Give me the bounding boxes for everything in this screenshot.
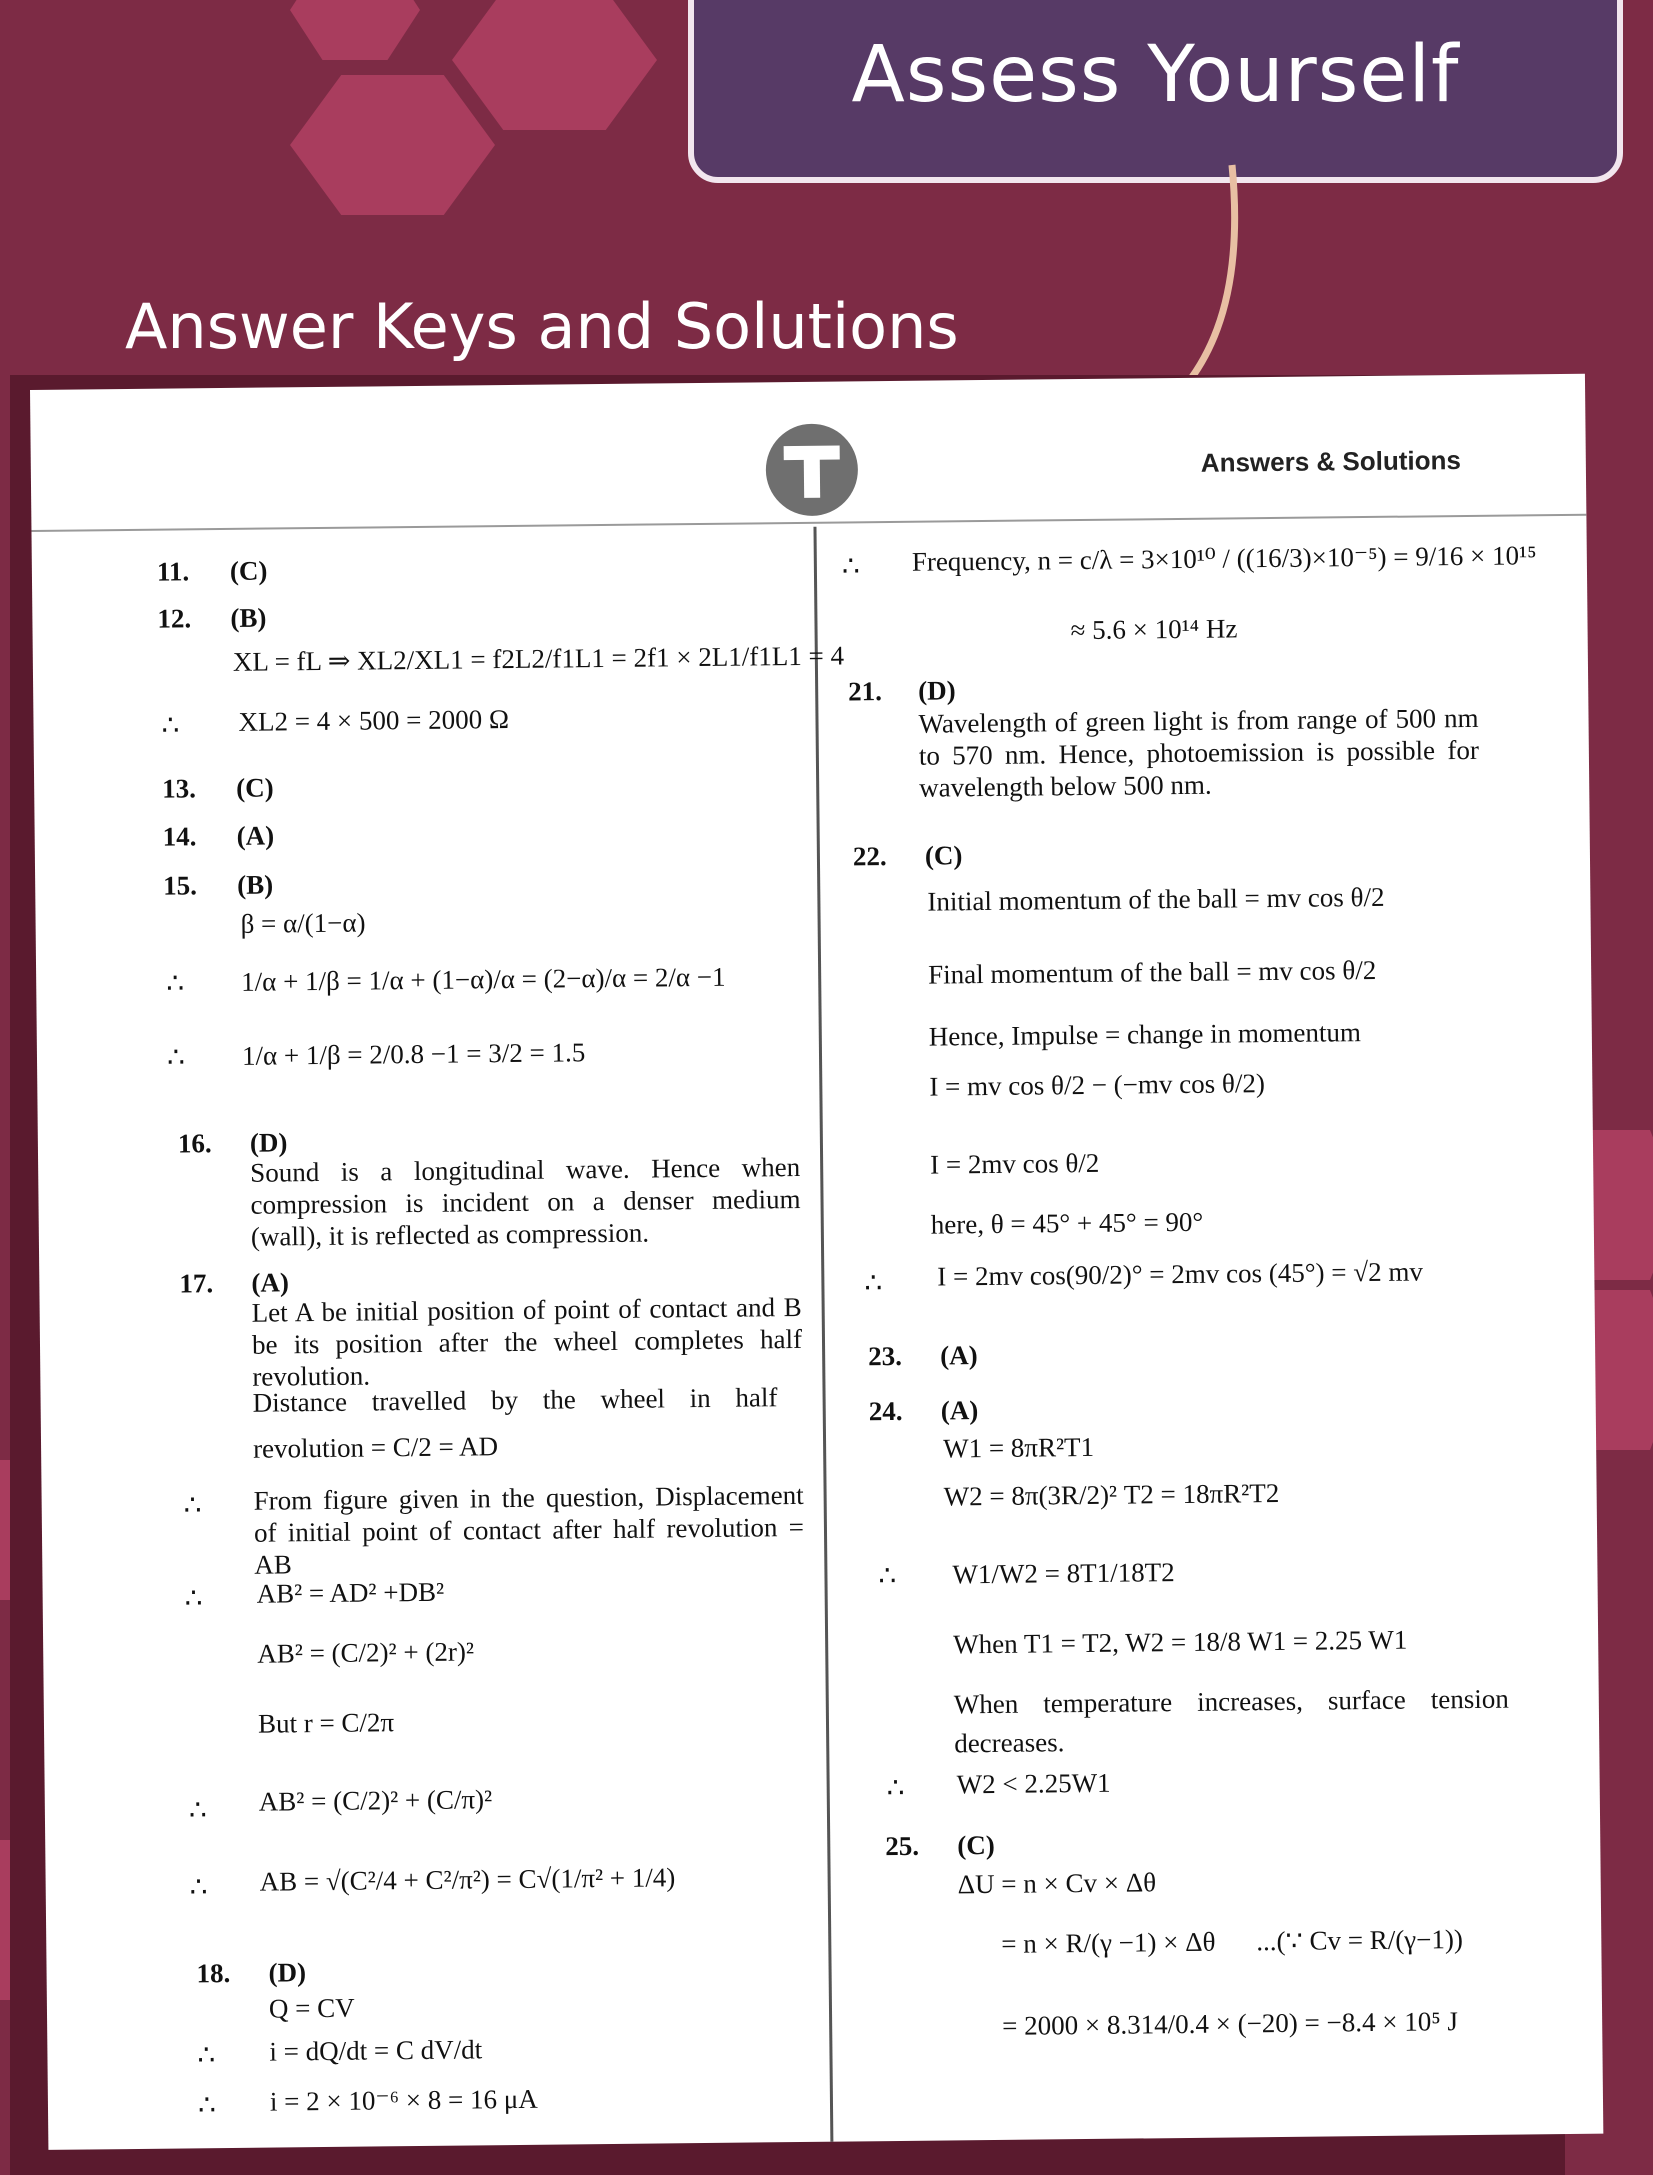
therefore-symbol: ∴: [166, 1042, 185, 1074]
header-label: Answers & Solutions: [1200, 445, 1462, 478]
question-number: 16.: [177, 1128, 212, 1159]
answer-option: (D): [249, 1127, 288, 1158]
therefore-symbol: ∴: [183, 1490, 202, 1522]
therefore-symbol: ∴: [878, 1560, 897, 1593]
therefore-symbol: ∴: [864, 1268, 883, 1300]
equation-line: AB² = (C/2)² + (C/π)²: [258, 1784, 493, 1817]
equation-line: 1/α + 1/β = 1/α + (1−α)/α = (2−α)/α = 2/α −1: [241, 961, 726, 997]
question-number: 15.: [163, 870, 198, 901]
column-divider: [813, 527, 833, 2150]
equation-line: AB² = (C/2)² + (2r)²: [257, 1636, 475, 1669]
equation-line: I = 2mv cos(90/2)° = 2mv cos (45°) = √2 mv: [937, 1256, 1424, 1292]
banner-title: Assess Yourself: [851, 30, 1460, 120]
decorative-hexagon: [452, 0, 657, 130]
equation-line: ≈ 5.6 × 10¹⁴ Hz: [1070, 613, 1238, 646]
question-number: 25.: [885, 1830, 920, 1862]
question-number: 18.: [196, 1957, 231, 1989]
solution-text: Wavelength of green light is from range of 500 nm to 570 nm. Hence, photoemission is possible for wavelength below 500 nm.: [918, 702, 1480, 803]
therefore-symbol: ∴: [841, 551, 860, 583]
equation-line: β = α/(1−α): [240, 907, 366, 939]
therefore-symbol: ∴: [886, 1772, 905, 1805]
decorative-hexagon: [290, 0, 420, 60]
equation-line: W2 < 2.25W1: [956, 1767, 1111, 1800]
question-number: 17.: [179, 1268, 214, 1299]
answer-option: (A): [940, 1340, 978, 1371]
equation-line: i = dQ/dt = C dV/dt: [269, 2034, 483, 2067]
answer-option: (C): [957, 1829, 995, 1861]
equation-line: = n × R/(γ −1) × Δθ: [1001, 1926, 1216, 1959]
solution-text: Let A be initial position of point of contact and B be its position after the wheel completes half revolution.: [251, 1291, 803, 1392]
answer-option: (B): [237, 869, 274, 900]
therefore-symbol: ∴: [197, 2090, 216, 2122]
answer-option: (C): [924, 840, 963, 871]
equation-line: Final momentum of the ball = mv cos θ/2: [928, 954, 1377, 990]
equation-line: AB² = AD² +DB²: [256, 1576, 445, 1609]
question-number: 11.: [156, 556, 190, 587]
equation-line: Hence, Impulse = change in momentum: [928, 1017, 1362, 1052]
question-number: 13.: [162, 773, 197, 804]
question-number: 23.: [868, 1340, 903, 1372]
solutions-page: [30, 374, 1603, 2150]
question-number: 21.: [848, 676, 883, 707]
question-number: 24.: [868, 1395, 903, 1427]
equation-line: = 2000 × 8.314/0.4 × (−20) = −8.4 × 10⁵ J: [1002, 2006, 1459, 2041]
equation-line: W1 = 8πR²T1: [942, 1431, 1095, 1464]
solution-text: From figure given in the question, Displacement of initial point of contact after half revolution = AB: [253, 1479, 805, 1580]
therefore-symbol: ∴: [161, 710, 180, 742]
solution-text: When temperature increases, surface tension decreases.: [953, 1683, 1509, 1759]
equation-line: W1/W2 = 8T1/18T2: [952, 1557, 1175, 1590]
equation-line: 1/α + 1/β = 2/0.8 −1 = 3/2 = 1.5: [241, 1037, 586, 1071]
equation-line: Initial momentum of the ball = mv cos θ/2: [927, 881, 1385, 917]
therefore-symbol: ∴: [184, 1583, 203, 1615]
equation-line: I = 2mv cos θ/2: [930, 1147, 1100, 1180]
page-heading: Answer Keys and Solutions: [125, 290, 959, 363]
equation-line: I = mv cos θ/2 − (−mv cos θ/2): [929, 1068, 1265, 1102]
equation-line: i = 2 × 10⁻⁶ × 8 = 16 μA: [269, 2083, 538, 2117]
equation-note: ...(∵ Cv = R/(γ−1)): [1256, 1924, 1464, 1957]
therefore-symbol: ∴: [166, 968, 185, 1000]
decorative-hexagon: [290, 75, 495, 215]
equation-line: XL2 = 4 × 500 = 2000 Ω: [238, 704, 510, 737]
answer-option: (A): [251, 1267, 290, 1298]
answer-option: (C): [236, 772, 274, 803]
equation-line: AB = √(C²/4 + C²/π²) = C√(1/π² + 1/4): [259, 1862, 676, 1897]
therefore-symbol: ∴: [188, 1795, 207, 1827]
answer-option: (C): [229, 555, 268, 586]
solution-text: Distance travelled by the wheel in half: [252, 1382, 778, 1418]
equation-line: Frequency, n = c/λ = 3×10¹⁰ / ((16/3)×10⁻⁵) = 9/16 × 10¹⁵: [911, 540, 1537, 577]
therefore-symbol: ∴: [197, 2040, 216, 2072]
solution-text: Sound is a longitudinal wave. Hence when compression is incident on a denser medium (wall), it is reflected as compression.: [250, 1151, 801, 1252]
answer-option: (D): [268, 1957, 307, 1988]
equation-line: But r = C/2π: [257, 1707, 395, 1739]
answer-option: (A): [940, 1395, 979, 1426]
question-number: 22.: [852, 841, 887, 872]
question-number: 14.: [162, 821, 197, 852]
header-rule: [31, 514, 1586, 532]
equation-line: here, θ = 45° + 45° = 90°: [930, 1206, 1204, 1240]
answer-option: (D): [918, 675, 956, 706]
equation-line: XL = fL ⇒ XL2/XL1 = f2L2/f1L1 = 2f1 × 2L1/f1L1 = 4: [232, 640, 845, 677]
therefore-symbol: ∴: [189, 1872, 208, 1904]
equation-line: revolution = C/2 = AD: [252, 1431, 499, 1464]
answer-option: (A): [236, 820, 275, 851]
equation-line: ΔU = n × Cv × Δθ: [957, 1867, 1157, 1900]
equation-line: Q = CV: [268, 1992, 355, 2024]
question-number: 12.: [157, 603, 192, 634]
publisher-logo-icon: [765, 423, 858, 516]
answer-option: (B): [230, 602, 267, 633]
equation-line: W2 = 8π(3R/2)² T2 = 18πR²T2: [943, 1477, 1280, 1512]
equation-line: When T1 = T2, W2 = 18/8 W1 = 2.25 W1: [953, 1624, 1408, 1660]
